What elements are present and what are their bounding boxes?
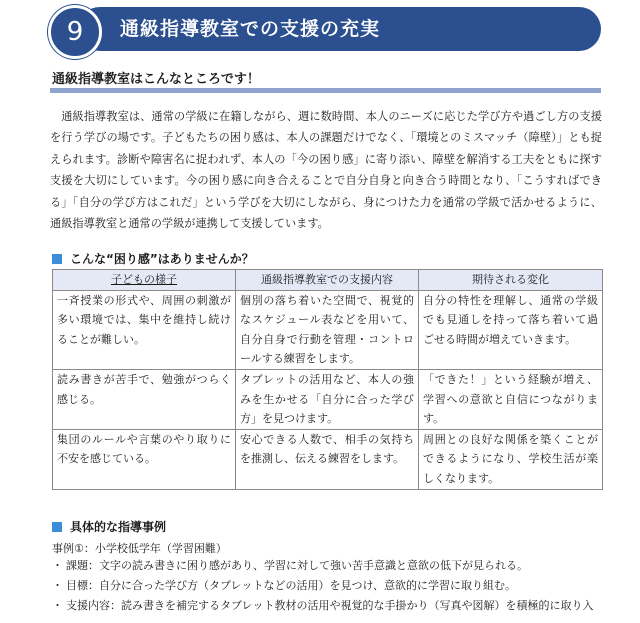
intro-text: 通級指導教室は、通常の学級に在籍しながら、週に数時間、本人のニーズに応じた学び方や過ごし方の支援を行う学びの場です。子どもたちの困り感は、本人の課題だけでなく、「環境とのミスマッチ（障壁）」とも捉えられます。診断や障害名に捉われず、本人の「今の困り感」に寄り添い、障壁を解消する工夫をともに探す支援を大切にしています。今の困り感に向き合えることで自分自身と向き合う時間となり、「こうすればできる」「自分の学び方はこれだ」という学びを大切にしながら、身につけた力を通常の学級で活かせるように、通級指導教室と通常の学級が連携して支援しています。 <box>50 110 602 231</box>
bullet-dot-icon: ・ <box>52 579 63 592</box>
table-cell: 周囲との良好な関係を築くことができるようになり、学校生活が楽しくなります。 <box>419 429 603 489</box>
section-heading-examples <box>52 518 166 535</box>
section-number-badge: 9 <box>48 5 102 59</box>
case-label: 事例①：小学校低学年（学習困難） <box>52 542 227 555</box>
subheading-rule <box>50 88 601 93</box>
square-bullet-icon <box>52 522 62 532</box>
table-row <box>53 369 603 429</box>
list-item: ・ 目標：自分に合った学び方（タブレットなどの活用）を見つけ、意欲的に学習に取り組む。 <box>52 576 604 596</box>
support-table <box>52 269 603 490</box>
table-header-cell: 子どもの様子 <box>53 270 236 291</box>
table-header-cell: 期待される変化 <box>419 270 603 291</box>
table-cell: 一斉授業の形式や、周囲の刺激が多い環境では、集中を維持し続けることが難しい。 <box>53 290 236 369</box>
table-cell: 個別の落ち着いた空間で、視覚的なスケジュール表などを用いて、自分自身で行動を管理・コントロールする練習をします。 <box>236 290 419 369</box>
bullet-dot-icon: ・ <box>52 599 63 612</box>
section-heading-text: こんな“困り感”はありませんか？ <box>70 252 254 266</box>
square-bullet-icon <box>52 254 62 264</box>
list-item: ・ 課題：文字の読み書きに困り感があり、学習に対して強い苦手意識と意欲の低下が見られる。 <box>52 556 604 576</box>
section-heading-concerns <box>52 250 254 267</box>
table-cell: 読み書きが苦手で、勉強がつらく感じる。 <box>53 369 236 429</box>
section-banner <box>48 7 601 51</box>
table-cell: 安心できる人数で、相手の気持ちを推測し、伝える練習をします。 <box>236 429 419 489</box>
section-heading-text: 具体的な指導事例 <box>70 520 167 534</box>
intro-paragraph <box>50 106 602 234</box>
table-cell: 自分の特性を理解し、通常の学級でも見通しを持って落ち着いて過ごせる時間が増えていきます。 <box>419 290 603 369</box>
table-cell: タブレットの活用など、本人の強みを生かせる「自分に合った学び方」を見つけます。 <box>236 369 419 429</box>
table-row <box>53 290 603 369</box>
case-bullet-list <box>52 556 604 616</box>
bullet-dot-icon: ・ <box>52 559 63 572</box>
list-item: ・ 支援内容：読み書きを補完するタブレット教材の活用や視覚的な手掛かり（写真や図解）を積極的に取り入 <box>52 596 604 616</box>
table-header-cell: 通級指導教室での支援内容 <box>236 270 419 291</box>
table-cell: 集団のルールや言葉のやり取りに不安を感じている。 <box>53 429 236 489</box>
table-header-row <box>53 270 603 291</box>
section-title: 通級指導教室での支援の充実 <box>120 18 381 40</box>
subheading: 通級指導教室はこんなところです！ <box>52 72 260 87</box>
table-row <box>53 429 603 489</box>
table-cell: 「できた！」という経験が増え、学習への意欲と自信につながります。 <box>419 369 603 429</box>
